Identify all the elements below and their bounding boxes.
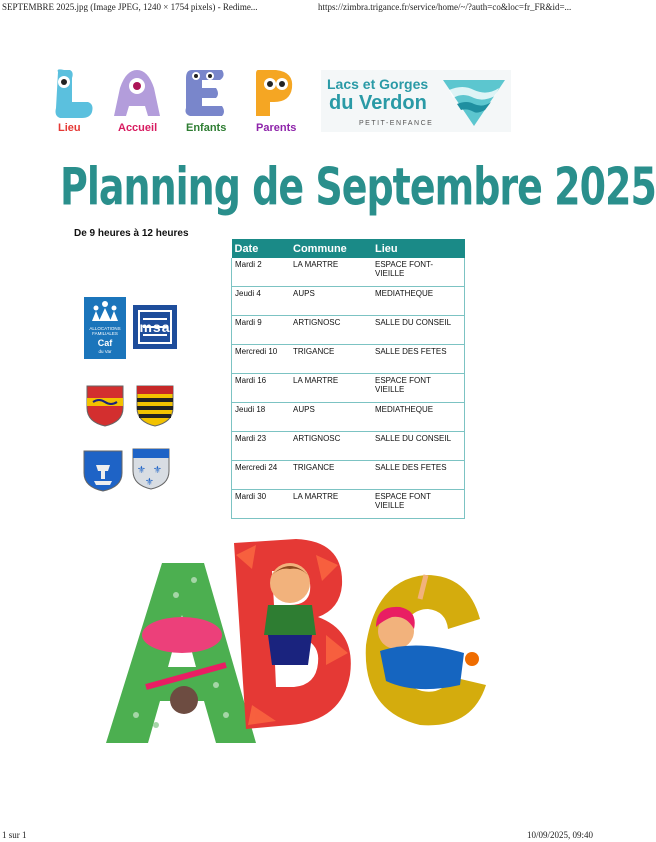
table-row [232, 403, 465, 432]
cell-commune: TRIGANCE [290, 461, 372, 490]
monster-l-icon [50, 68, 96, 120]
caf-line1: ALLOCATIONS [89, 326, 121, 331]
monster-p-icon [250, 68, 296, 120]
cell-lieu: MEDIATHEQUE [372, 287, 465, 316]
cell-commune: LA MARTRE [290, 374, 372, 403]
coat-of-arms-blue-fountain-icon [82, 449, 124, 493]
cell-commune: ARTIGNOSC [290, 316, 372, 345]
header-commune: Commune [290, 239, 372, 258]
svg-text:⚜: ⚜ [145, 477, 154, 488]
laep-word-parents: Parents [256, 122, 297, 134]
abc-children-illustration [76, 535, 496, 745]
table-row [232, 345, 465, 374]
cell-commune: AUPS [290, 403, 372, 432]
page-title: Planning de Septembre 2025 [60, 157, 656, 217]
cell-date: Mardi 30 [232, 490, 291, 519]
cell-lieu: SALLE DES FETES [372, 461, 465, 490]
laep-word-accueil: Accueil [118, 122, 158, 134]
verdon-line1: Lacs et Gorges [327, 76, 429, 92]
header-lieu: Lieu [372, 239, 465, 258]
cell-date: Mardi 16 [232, 374, 291, 403]
coat-of-arms-striped-icon [135, 384, 175, 428]
cell-lieu: ESPACE FONT VIEILLE [372, 490, 465, 519]
cell-lieu: MEDIATHEQUE [372, 403, 465, 432]
cell-lieu: ESPACE FONT-VIEILLE [372, 258, 465, 287]
verdon-logo [321, 70, 511, 132]
cell-date: Mercredi 10 [232, 345, 291, 374]
caf-line2: FAMILIALES [92, 331, 118, 336]
print-header-left: SEPTEMBRE 2025.jpg (Image JPEG, 1240 × 1754 pixels) - Redime... [2, 2, 258, 12]
msa-text: msa [139, 319, 171, 335]
table-header-row [232, 239, 465, 258]
caf-line3: Caf [97, 338, 113, 348]
cell-date: Jeudi 4 [232, 287, 291, 316]
print-footer-page: 1 sur 1 [2, 830, 27, 840]
table-row [232, 258, 465, 287]
cell-lieu: SALLE DU CONSEIL [372, 316, 465, 345]
print-header-url: https://zimbra.trigance.fr/service/home/~/?auth=co&loc=fr_FR&id=... [318, 2, 572, 12]
cell-date: Mardi 9 [232, 316, 291, 345]
cell-commune: TRIGANCE [290, 345, 372, 374]
header-date: Date [232, 239, 291, 258]
cell-date: Jeudi 18 [232, 403, 291, 432]
cell-lieu: SALLE DU CONSEIL [372, 432, 465, 461]
cell-commune: AUPS [290, 287, 372, 316]
monster-a-icon [114, 68, 160, 120]
verdon-line3: PETIT-ENFANCE [359, 120, 434, 127]
caf-line4: du Var [98, 349, 112, 354]
msa-logo [133, 305, 177, 349]
print-footer-datetime: 10/09/2025, 09:40 [526, 830, 593, 840]
laep-logo [48, 68, 310, 140]
caf-logo [84, 297, 126, 359]
cell-date: Mardi 23 [232, 432, 291, 461]
table-row [232, 316, 465, 345]
table-row [232, 461, 465, 490]
cell-commune: LA MARTRE [290, 258, 372, 287]
verdon-line2: du Verdon [329, 92, 427, 114]
cell-lieu: SALLE DES FETES [372, 345, 465, 374]
cell-lieu: ESPACE FONT VIEILLE [372, 374, 465, 403]
monster-e-icon [182, 68, 228, 120]
table-row [232, 490, 465, 519]
coat-of-arms-red-icon [85, 384, 125, 428]
table-row [232, 432, 465, 461]
schedule-table [231, 239, 465, 519]
coat-of-arms-fleur-de-lis-icon [131, 447, 171, 491]
laep-word-lieu: Lieu [58, 122, 81, 134]
laep-word-enfants: Enfants [186, 122, 227, 134]
table-row [232, 287, 465, 316]
cell-commune: ARTIGNOSC [290, 432, 372, 461]
table-row [232, 374, 465, 403]
schedule-hours: De 9 heures à 12 heures [74, 228, 189, 239]
svg-text:⚜: ⚜ [153, 465, 162, 476]
caf-family-icon [84, 299, 126, 325]
svg-text:⚜: ⚜ [137, 465, 146, 476]
cell-date: Mardi 2 [232, 258, 291, 287]
cell-commune: LA MARTRE [290, 490, 372, 519]
cell-date: Mercredi 24 [232, 461, 291, 490]
verdon-v-icon [443, 76, 505, 128]
